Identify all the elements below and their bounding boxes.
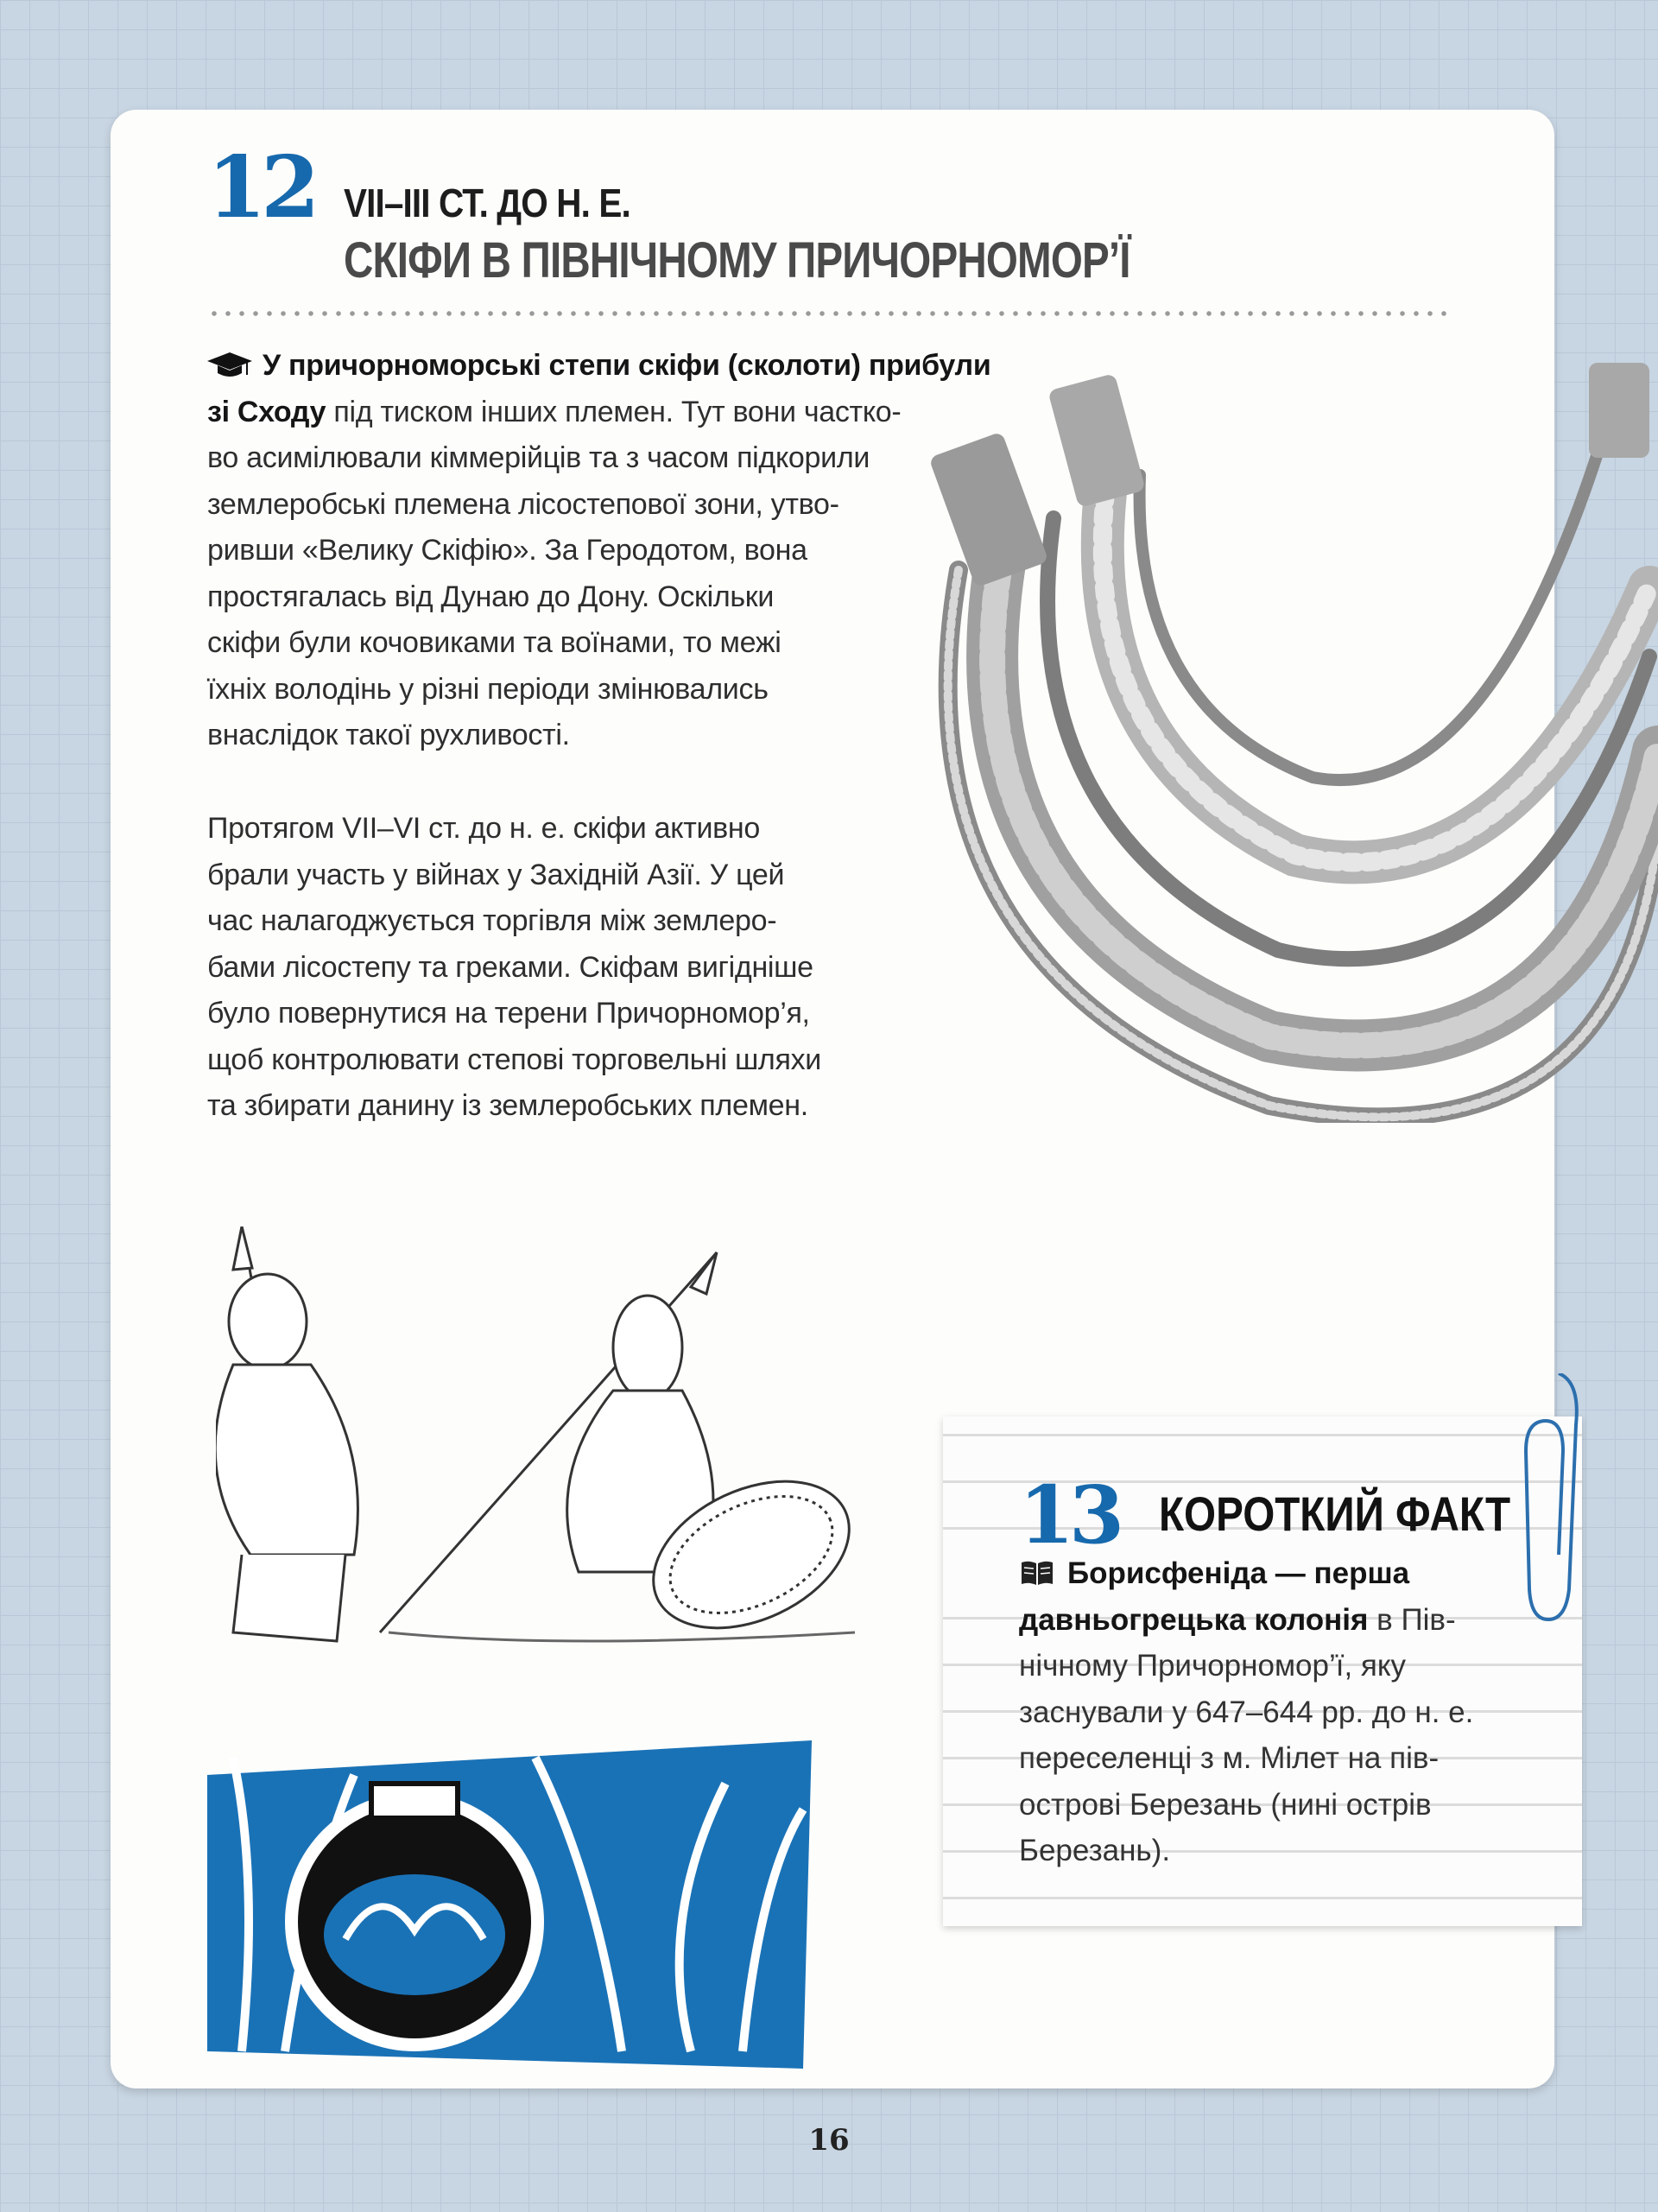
text-line: та збирати данину із землеробських племен. (207, 1089, 808, 1122)
scythian-warriors-drawing (216, 1226, 881, 1650)
fact-number: 13 (1019, 1468, 1120, 1562)
text-line: бами лісостепу та греками. Скіфам вигідніше (207, 950, 813, 984)
text-line: брали участь у війнах у Західній Азії. У цей (207, 858, 785, 891)
text-line: Березань). (1019, 1834, 1171, 1867)
text-line: землеробські племена лісостепової зони, утво- (207, 487, 839, 521)
scythian-pectoral-image (907, 345, 1658, 1123)
lead-bold: зі Сходу (207, 395, 326, 428)
section-number: 12 (207, 138, 315, 238)
text-line: заснували у 647–644 рр. до н. е. (1019, 1695, 1474, 1729)
text-line: час налагоджується торгівля між землеро- (207, 904, 777, 937)
section-period: VII–III СТ. ДО Н. Е. (344, 181, 630, 225)
text-line: ривши «Велику Скіфію». За Геродотом, вона (207, 534, 807, 567)
fact-bold: Борисфеніда — перша (1067, 1556, 1410, 1590)
short-fact-card (943, 1417, 1582, 1926)
text-line: скіфи були кочовиками та воїнами, то межі (207, 626, 782, 659)
book-icon (1019, 1560, 1055, 1586)
text-line: в Пів- (1368, 1602, 1456, 1637)
text-line: простягалась від Дунаю до Дону. Оскільки (207, 580, 775, 613)
paragraph-1 (207, 343, 990, 759)
lead-bold: У причорноморські степи скіфи (сколоти) прибули (263, 349, 991, 382)
text-line: Протягом VII–VI ст. до н. е. скіфи активно (207, 812, 761, 845)
dotted-divider (207, 311, 1455, 316)
fact-bold: давньогрецька колонія (1019, 1602, 1369, 1637)
fact-text (1019, 1550, 1473, 1874)
page-number: 16 (808, 2123, 850, 2158)
paperclip-icon (1516, 1373, 1585, 1624)
text-line: нічному Причорномор’ї, яку (1019, 1649, 1407, 1683)
paragraph-2 (207, 806, 821, 1130)
graduation-cap-icon (207, 352, 252, 378)
text-line: во асимілювали кіммерійців та з часом підкорили (207, 441, 870, 474)
text-line: острові Березань (нині острів (1019, 1787, 1432, 1822)
fact-title: КОРОТКИЙ ФАКТ (1159, 1486, 1511, 1541)
text-line: було повернутися на терени Причорномор’я, (207, 997, 810, 1030)
text-line: під тиском інших племен. Тут вони частко- (326, 395, 902, 428)
text-line: внаслідок такої рухливості. (207, 719, 570, 751)
greek-vase-illustration (207, 1706, 812, 2069)
section-title: СКІФИ В ПІВНІЧНОМУ ПРИЧОРНОМОР’Ї (344, 232, 1130, 288)
text-line: переселенці з м. Мілет на пів- (1019, 1741, 1440, 1775)
text-line: щоб контролювати степові торговельні шляхи (207, 1043, 821, 1076)
text-line: їхніх володінь у різні періоди змінювались (207, 672, 769, 706)
